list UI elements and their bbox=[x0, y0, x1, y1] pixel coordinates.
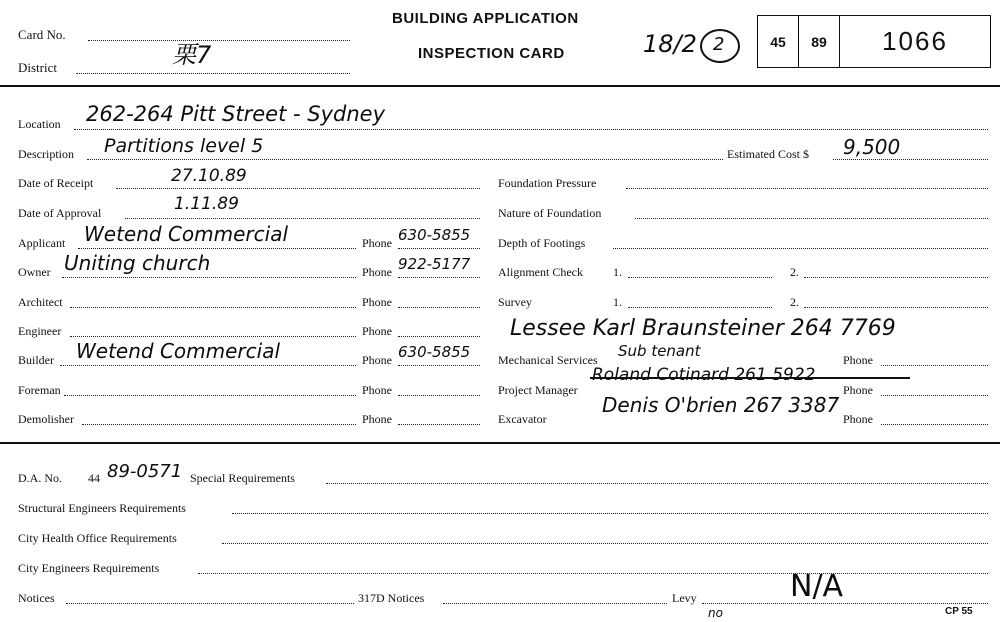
demolisher-phone-label: Phone bbox=[362, 412, 392, 426]
location-label: Location bbox=[18, 117, 61, 131]
engineer-line bbox=[70, 336, 356, 337]
mechanical-phone-line bbox=[881, 365, 988, 366]
form-code: CP 55 bbox=[945, 606, 973, 617]
mechanical-phone-label: Phone bbox=[843, 353, 873, 367]
alignment-check-label: Alignment Check bbox=[498, 265, 583, 279]
engineer-phone-line bbox=[398, 336, 480, 337]
architect-phone-label: Phone bbox=[362, 295, 392, 309]
date-of-approval-label: Date of Approval bbox=[18, 206, 102, 220]
box-a: 45 bbox=[758, 16, 799, 67]
card-number-box bbox=[757, 15, 991, 68]
hw-date-code: 18/2 bbox=[643, 30, 697, 58]
alignment-num-1: 1. bbox=[613, 265, 622, 279]
owner-phone-line bbox=[398, 277, 480, 278]
lessee-note: Lessee Karl Braunsteiner 264 7769 bbox=[510, 316, 896, 341]
demolisher-phone-line bbox=[398, 424, 480, 425]
requirements-rule bbox=[0, 442, 1000, 444]
health-label: City Health Office Requirements bbox=[18, 531, 177, 545]
depth-of-footings-label: Depth of Footings bbox=[498, 236, 586, 250]
applicant-phone-line bbox=[398, 248, 480, 249]
depth-of-footings-line bbox=[613, 248, 988, 249]
levy-label: Levy bbox=[672, 591, 697, 605]
date-of-approval-line bbox=[125, 218, 480, 219]
notices-317d-label: 317D Notices bbox=[358, 591, 425, 605]
demolisher-line bbox=[82, 424, 356, 425]
applicant-line bbox=[78, 248, 356, 249]
applicant-label: Applicant bbox=[18, 236, 66, 250]
da-prefix: 44 bbox=[88, 471, 100, 485]
da-no-label: D.A. No. bbox=[18, 471, 62, 485]
special-requirements-line bbox=[326, 483, 988, 484]
foreman-line bbox=[64, 395, 356, 396]
owner-phone-label: Phone bbox=[362, 265, 392, 279]
location-value: 262-264 Pitt Street - Sydney bbox=[86, 102, 386, 126]
pm-note: Denis O'brien 267 3387 bbox=[602, 393, 840, 417]
excavator-label: Excavator bbox=[498, 412, 547, 426]
owner-phone-value: 922-5177 bbox=[398, 255, 471, 273]
architect-line bbox=[70, 307, 356, 308]
title-line-2: INSPECTION CARD bbox=[418, 45, 565, 62]
estimated-cost-value: 9,500 bbox=[843, 135, 901, 159]
levy-line bbox=[702, 603, 988, 604]
foreman-phone-line bbox=[398, 395, 480, 396]
applicant-value: Wetend Commercial bbox=[84, 222, 289, 246]
description-value: Partitions level 5 bbox=[104, 135, 264, 157]
builder-phone-label: Phone bbox=[362, 353, 392, 367]
levy-value: N/A bbox=[790, 569, 844, 604]
survey-line-1 bbox=[628, 307, 772, 308]
estimated-cost-label: Estimated Cost $ bbox=[727, 147, 809, 161]
header-rule bbox=[0, 85, 1000, 87]
estimated-cost-line bbox=[833, 159, 988, 160]
notices-line bbox=[66, 603, 354, 604]
district-label: District bbox=[18, 60, 57, 75]
district-line bbox=[76, 73, 350, 74]
struck-name: Roland Cotinard 261 5922 bbox=[592, 365, 816, 385]
structural-label: Structural Engineers Requirements bbox=[18, 501, 186, 515]
box-b: 89 bbox=[799, 16, 840, 67]
strike-line bbox=[590, 377, 910, 379]
excavator-phone-line bbox=[881, 424, 988, 425]
city-engineers-label: City Engineers Requirements bbox=[18, 561, 160, 575]
foundation-pressure-label: Foundation Pressure bbox=[498, 176, 597, 190]
title-line-1: BUILDING APPLICATION bbox=[392, 10, 579, 27]
circled-value: 2 bbox=[713, 34, 725, 55]
date-of-receipt-value: 27.10.89 bbox=[171, 166, 247, 186]
builder-line bbox=[60, 365, 356, 366]
health-line bbox=[222, 543, 988, 544]
subtenant-note: Sub tenant bbox=[618, 342, 701, 360]
builder-label: Builder bbox=[18, 353, 54, 367]
location-line bbox=[74, 129, 988, 130]
card-no-label: Card No. bbox=[18, 27, 66, 42]
date-of-receipt-label: Date of Receipt bbox=[18, 176, 94, 190]
applicant-phone-value: 630-5855 bbox=[398, 226, 471, 244]
owner-value: Uniting church bbox=[64, 251, 211, 275]
demolisher-label: Demolisher bbox=[18, 412, 74, 426]
date-of-receipt-line bbox=[116, 188, 480, 189]
architect-label: Architect bbox=[18, 295, 63, 309]
date-of-approval-value: 1.11.89 bbox=[174, 194, 239, 214]
alignment-num-2: 2. bbox=[790, 265, 799, 279]
survey-num-1: 1. bbox=[613, 295, 622, 309]
builder-phone-line bbox=[398, 365, 480, 366]
special-requirements-label: Special Requirements bbox=[190, 471, 295, 485]
pm-phone-line bbox=[881, 395, 988, 396]
excavator-phone-label: Phone bbox=[843, 412, 873, 426]
alignment-line-1 bbox=[628, 277, 772, 278]
nature-of-foundation-label: Nature of Foundation bbox=[498, 206, 602, 220]
builder-phone-value: 630-5855 bbox=[398, 343, 471, 361]
survey-num-2: 2. bbox=[790, 295, 799, 309]
foreman-label: Foreman bbox=[18, 383, 61, 397]
pm-phone-label: Phone bbox=[843, 383, 873, 397]
notices-label: Notices bbox=[18, 591, 55, 605]
alignment-line-2 bbox=[804, 277, 988, 278]
district-value: 栗7 bbox=[172, 41, 212, 69]
da-value: 89-0571 bbox=[107, 461, 183, 482]
circled-mark bbox=[700, 29, 740, 63]
description-label: Description bbox=[18, 147, 74, 161]
engineer-phone-label: Phone bbox=[362, 324, 392, 338]
card-number: 1066 bbox=[882, 26, 948, 56]
levy-note: no bbox=[708, 606, 723, 620]
engineer-label: Engineer bbox=[18, 324, 62, 338]
applicant-phone-label: Phone bbox=[362, 236, 392, 250]
project-manager-label: Project Manager bbox=[498, 383, 578, 397]
nature-of-foundation-line bbox=[635, 218, 988, 219]
survey-line-2 bbox=[804, 307, 988, 308]
foreman-phone-label: Phone bbox=[362, 383, 392, 397]
owner-line bbox=[62, 277, 356, 278]
survey-label: Survey bbox=[498, 295, 532, 309]
structural-line bbox=[232, 513, 988, 514]
architect-phone-line bbox=[398, 307, 480, 308]
notices-317d-line bbox=[443, 603, 667, 604]
owner-label: Owner bbox=[18, 265, 51, 279]
builder-value: Wetend Commercial bbox=[76, 339, 281, 363]
description-line bbox=[87, 159, 723, 160]
city-engineers-line bbox=[198, 573, 988, 574]
mechanical-services-label: Mechanical Services bbox=[498, 353, 598, 367]
foundation-pressure-line bbox=[626, 188, 988, 189]
card-no-line bbox=[88, 40, 350, 41]
